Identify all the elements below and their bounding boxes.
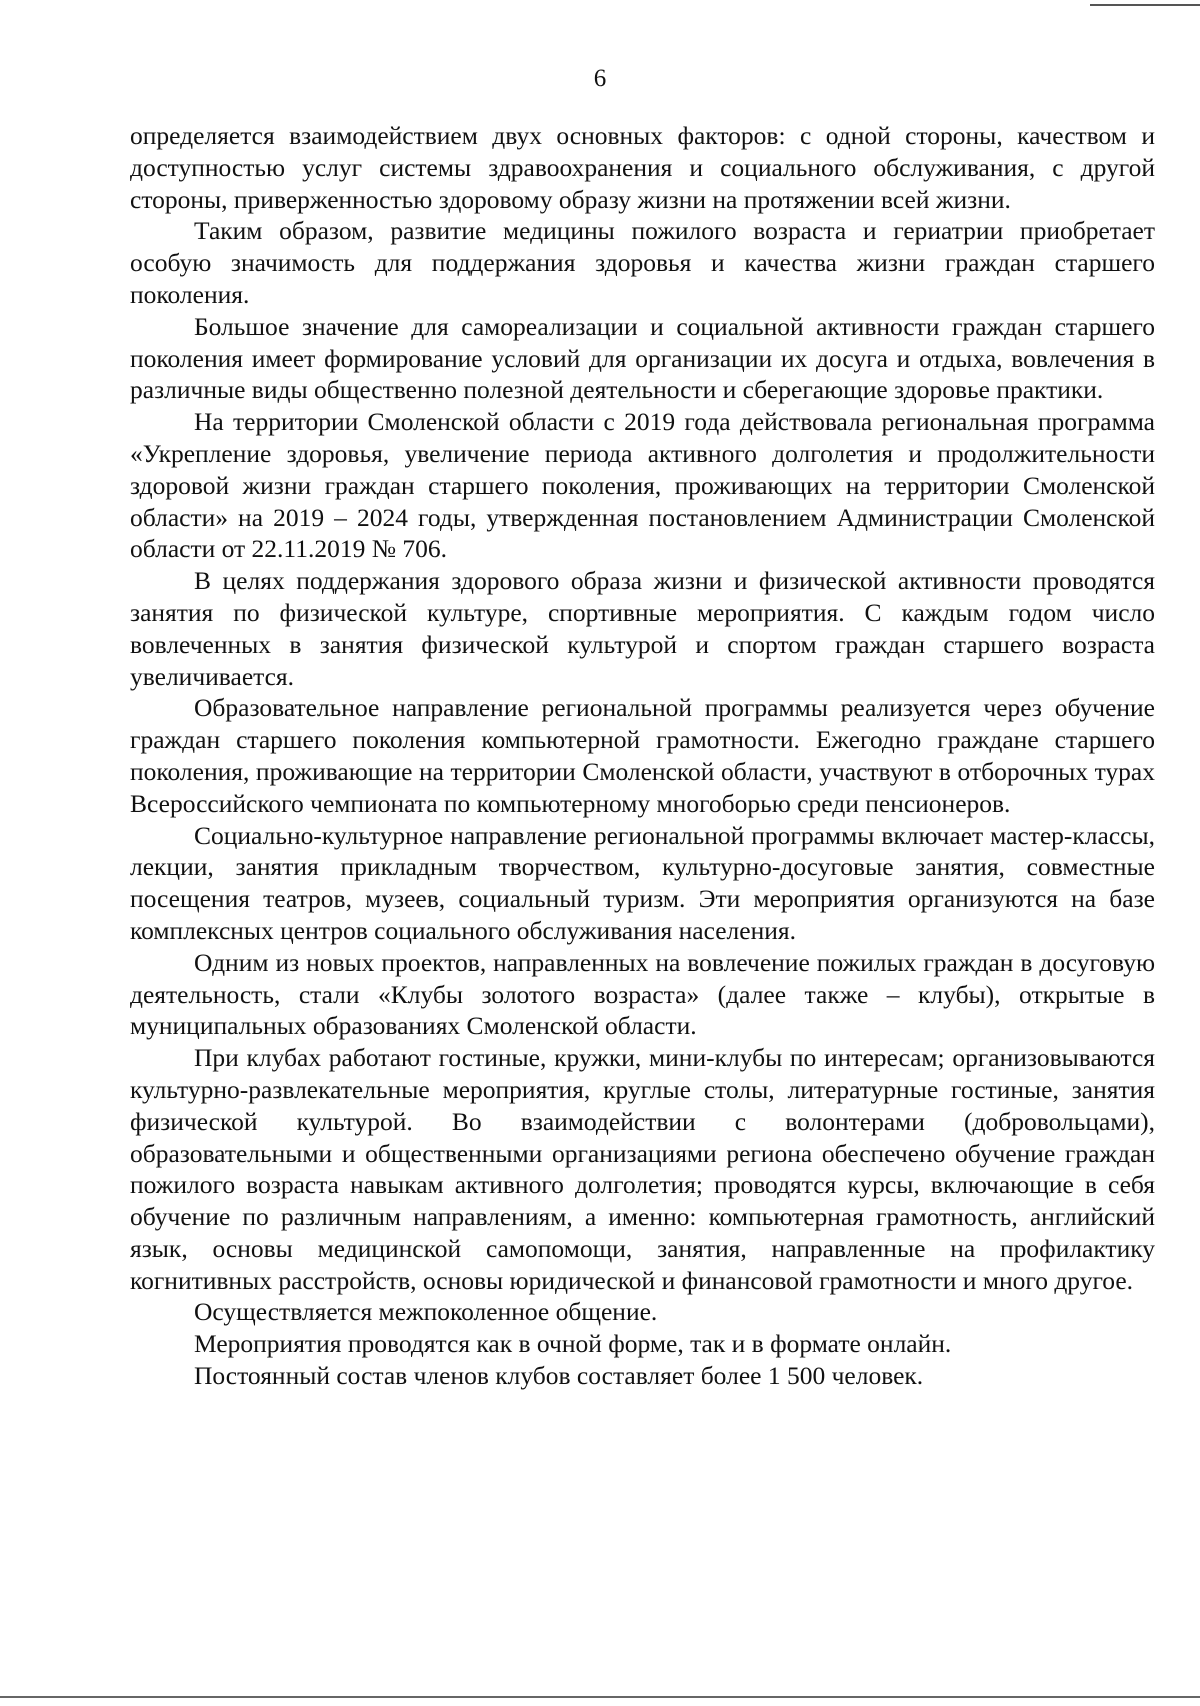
scan-edge-line-bottom	[0, 1696, 1200, 1698]
page-number: 6	[593, 65, 607, 92]
paragraph: Большое значение для самореализации и социальной активности граждан старшего поколения имеет формирование условий для организации их досуга и отдыха, вовлечения в различные виды общественно полезной деятельности и сберегающие здоровье практики.	[130, 311, 1155, 405]
paragraph: На территории Смоленской области с 2019 года действовала региональная программа «Укрепление здоровья, увеличение периода активного долголетия и продолжительности здоровой жизни граждан старшего поколения, проживающих на территории Смоленской области» на 2019 – 2024 годы, утвержденная постановлением Администрации Смоленской области от 22.11.2019 № 706.	[130, 407, 1155, 564]
paragraph: Социально-культурное направление региональной программы включает мастер-классы, лекции, занятия прикладным творчеством, культурно-досуговые занятия, совместные посещения театров, музеев, социальный туризм. Эти мероприятия организуются на базе комплексных центров социального обслуживания населения.	[130, 820, 1155, 945]
paragraph: В целях поддержания здорового образа жизни и физической активности проводятся занятия по физической культуре, спортивные мероприятия. С каждым годом число вовлеченных в занятия физической культурой и спортом граждан старшего возраста увеличивается.	[130, 566, 1155, 691]
scan-edge-line-top	[1090, 4, 1200, 6]
paragraph: Мероприятия проводятся как в очной форме, так и в формате онлайн.	[194, 1329, 952, 1359]
paragraph: Постоянный состав членов клубов составляет более 1 500 человек.	[194, 1361, 924, 1391]
paragraph: Осуществляется межпоколенное общение.	[194, 1297, 658, 1327]
paragraph: При клубах работают гостиные, кружки, мини-клубы по интересам; организовываются культурно-развлекательные мероприятия, круглые столы, литературные гостиные, занятия физической культурой. Во взаимодействии с волонтерами (добровольцами), образовательными и общественными организациями региона обеспечено обучение граждан пожилого возраста навыкам активного долголетия; проводятся курсы, включающие в себя обучение по различным направлениям, а именно: компьютерная грамотность, английский язык, основы медицинской самопомощи, занятия, направленные на профилактику когнитивных расстройств, основы юридической и финансовой грамотности и много другое.	[130, 1043, 1155, 1295]
paragraph: Одним из новых проектов, направленных на вовлечение пожилых граждан в досуговую деятельность, стали «Клубы золотого возраста» (далее также – клубы), открытые в муниципальных образованиях Смоленской области.	[130, 947, 1155, 1041]
paragraph: Образовательное направление региональной программы реализуется через обучение граждан старшего поколения компьютерной грамотности. Ежегодно граждане старшего поколения, проживающие на территории Смоленской области, участвуют в отборочных турах Всероссийского чемпионата по компьютерному многоборью среди пенсионеров.	[130, 693, 1155, 818]
paragraph: Таким образом, развитие медицины пожилого возраста и гериатрии приобретает особую значимость для поддержания здоровья и качества жизни граждан старшего поколения.	[130, 216, 1155, 309]
paragraph: определяется взаимодействием двух основных факторов: с одной стороны, качеством и доступностью услуг системы здравоохранения и социального обслуживания, с другой стороны, приверженностью здоровому образу жизни на протяжении всей жизни.	[130, 121, 1155, 214]
body-text	[130, 120, 1155, 1392]
